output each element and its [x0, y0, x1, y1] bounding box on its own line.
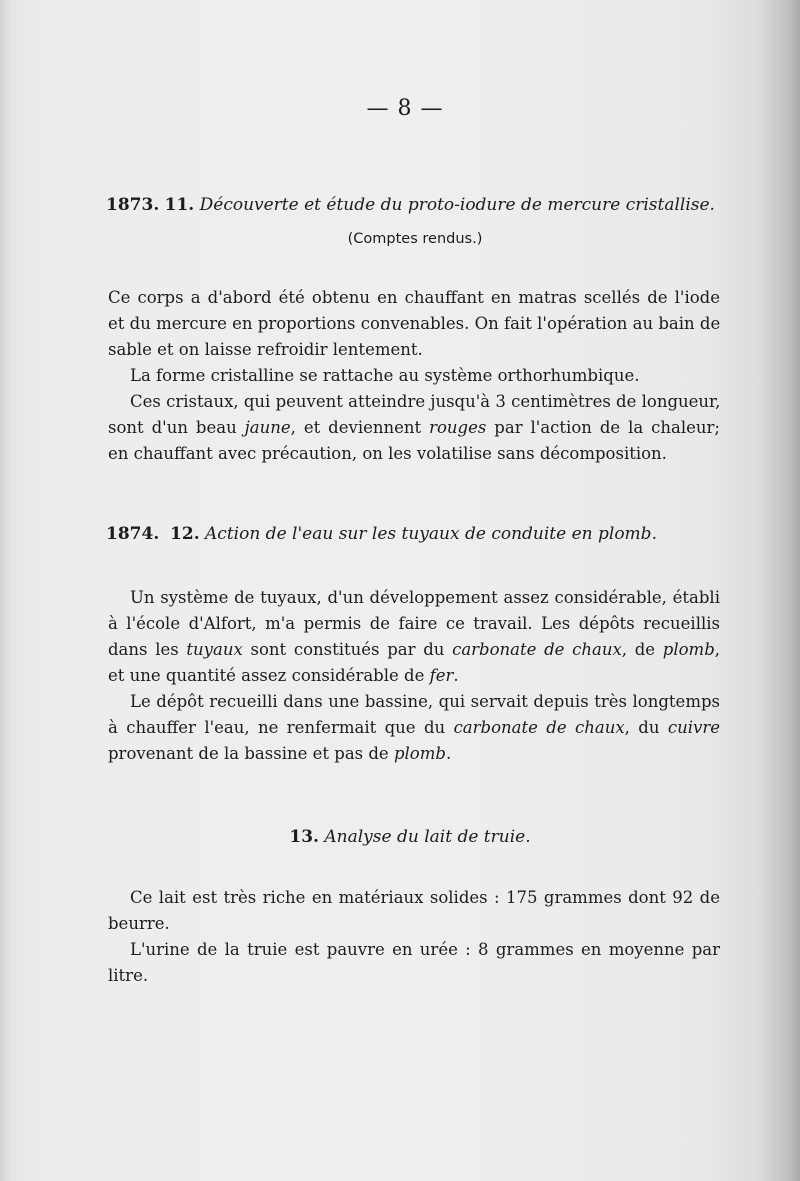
- paragraph-line: L'urine de la truie est pauvre en urée : 8 grammes en moyenne par: [130, 940, 720, 959]
- paragraph-line: Ces cristaux, qui peuvent atteindre jusqu'à 3 centimètres de longueur,: [130, 392, 721, 411]
- paragraph-line: Ce corps a d'abord été obtenu en chauffant en matras scellés de l'iode: [108, 288, 720, 307]
- paragraph-line: provenant de la bassine et pas de plomb.: [108, 744, 452, 763]
- page-number: — 8 —: [366, 96, 444, 121]
- paragraph-line: sont d'un beau jaune, et deviennent rouges par l'action de la chaleur;: [108, 418, 720, 437]
- paragraph-line: et une quantité assez considérable de fer.: [108, 666, 459, 685]
- paragraph-line: sable et on laisse refroidir lentement.: [108, 340, 423, 359]
- paragraph-line: dans les tuyaux sont constitués par du carbonate de chaux, de plomb,: [108, 640, 721, 659]
- italic-term: cuivre: [667, 718, 720, 737]
- paragraph-line: Le dépôt recueilli dans une bassine, qui servait depuis très longtemps: [130, 692, 720, 711]
- italic-term: carbonate de chaux: [453, 718, 625, 737]
- italic-term: rouges: [429, 418, 487, 437]
- paragraph-line: Un système de tuyaux, d'un développement assez considérable, établi: [130, 588, 720, 607]
- section-number: 13.: [289, 827, 319, 847]
- section-11-heading: [106, 195, 715, 215]
- italic-term: plomb: [662, 640, 715, 659]
- italic-term: jaune: [244, 418, 291, 437]
- section-title: Découverte et étude du proto-iodure de mercure cristallise.: [199, 195, 715, 215]
- italic-term: carbonate de chaux: [452, 640, 622, 659]
- paragraph-line: à l'école d'Alfort, m'a permis de faire ce travail. Les dépôts recueillis: [108, 614, 720, 633]
- paragraph-line: et du mercure en proportions convenables. On fait l'opération au bain de: [108, 314, 721, 333]
- paragraph-line: en chauffant avec précaution, on les volatilise sans décomposition.: [108, 444, 667, 463]
- section-source: (Comptes rendus.): [347, 231, 483, 247]
- section-12-heading: [106, 524, 657, 544]
- section-title: Action de l'eau sur les tuyaux de conduite en plomb.: [205, 524, 657, 544]
- italic-term: plomb: [393, 744, 446, 763]
- italic-term: fer: [429, 666, 454, 685]
- paragraph-line: litre.: [108, 966, 149, 985]
- italic-term: tuyaux: [186, 640, 243, 659]
- section-13-heading: [0, 827, 800, 847]
- paragraph-line: La forme cristalline se rattache au système orthorhumbique.: [130, 366, 640, 385]
- section-year: 1873.: [106, 195, 160, 215]
- paragraph-line: beurre.: [108, 914, 170, 933]
- paragraph-line: Ce lait est très riche en matériaux solides : 175 grammes dont 92 de: [130, 888, 720, 907]
- paragraph-line: à chauffer l'eau, ne renfermait que du carbonate de chaux, du cuivre: [108, 718, 720, 737]
- section-title: Analyse du lait de truie.: [324, 827, 531, 847]
- section-number: 12.: [170, 524, 200, 544]
- section-number: 11.: [164, 195, 195, 215]
- section-year: 1874.: [106, 524, 160, 544]
